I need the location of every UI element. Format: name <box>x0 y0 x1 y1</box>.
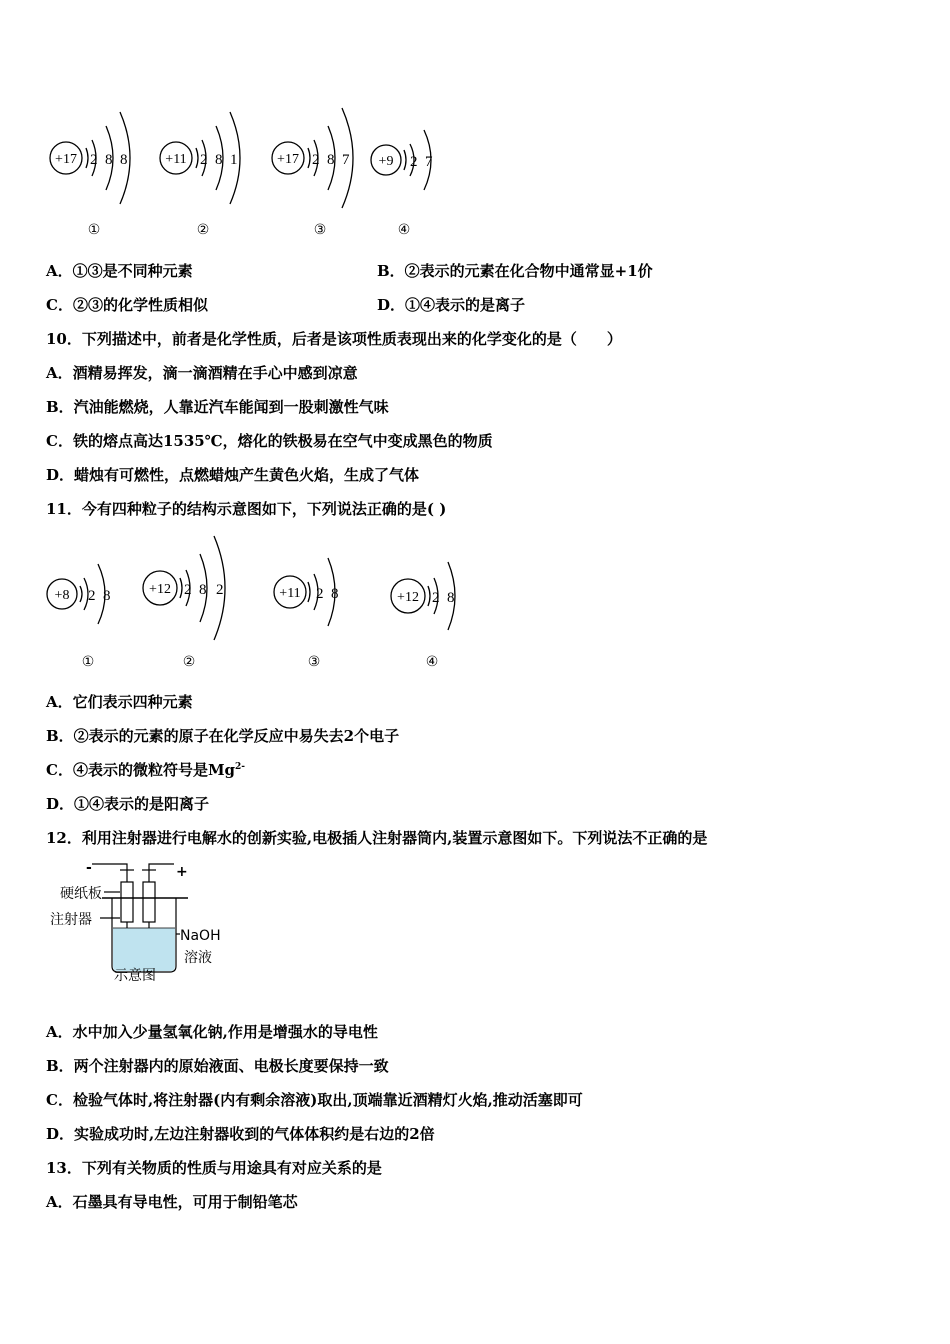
q11-atom-4-shell-1: 2 <box>432 590 440 606</box>
q9-atom-2-label: ② <box>196 222 210 238</box>
negative-terminal-sign: - <box>86 860 92 876</box>
q11-option-c-text: C．④表示的微粒符号是Mg <box>46 761 236 779</box>
q11-atom-2-label: ② <box>182 654 196 670</box>
q9-option-b: B．②表示的元素在化合物中通常显+1价 <box>377 262 653 280</box>
naoh-label: NaOH <box>180 928 221 944</box>
q9-atom-1-shell-2: 8 <box>105 152 113 168</box>
q10-option-d: D．蜡烛有可燃性，点燃蜡烛产生黄色火焰，生成了气体 <box>46 466 420 484</box>
q11-atom-4-label: ④ <box>425 654 439 670</box>
q11-option-c <box>46 760 245 780</box>
q9-atom-1-shell-3: 8 <box>120 152 128 168</box>
q9-atom-3-shell-1: 2 <box>312 152 320 168</box>
q11-atom-2-nucleus: +12 <box>149 582 171 597</box>
q9-atom-3-nucleus: +17 <box>277 152 299 167</box>
q12-option-a: A．水中加入少量氢氧化钠,作用是增强水的导电性 <box>46 1023 378 1041</box>
q11-atom-3-shell-2: 8 <box>331 586 339 602</box>
q11-atom-diagrams <box>40 528 510 678</box>
q12-option-d: D．实验成功时,左边注射器收到的气体体积约是右边的2倍 <box>46 1125 435 1143</box>
q11-atom-3-shell-1: 2 <box>316 586 324 602</box>
q9-atom-4-label: ④ <box>397 222 411 238</box>
q9-atom-1-label: ① <box>87 222 101 238</box>
q11-atom-2-shell-3: 2 <box>216 582 224 598</box>
syringe-label: 注射器 <box>50 912 92 928</box>
q10-option-c: C．铁的熔点高达1535℃，熔化的铁极易在空气中变成黑色的物质 <box>46 432 493 450</box>
cardboard-label: 硬纸板 <box>60 886 102 902</box>
diagram-caption: 示意图 <box>114 968 156 984</box>
q9-atom-2-shell-3: 1 <box>230 152 238 168</box>
q11-atom-3-label: ③ <box>307 654 321 670</box>
q13-option-a: A．石墨具有导电性，可用于制铅笔芯 <box>46 1193 298 1211</box>
q9-option-c: C．②③的化学性质相似 <box>46 296 208 314</box>
q9-atom-2-shell-1: 2 <box>200 152 208 168</box>
q11-atom-1-nucleus: +8 <box>54 588 70 603</box>
q9-atom-diagrams <box>40 100 510 250</box>
q11-atom-1-shell-1: 2 <box>88 588 96 604</box>
q9-atom-2-shell-2: 8 <box>215 152 223 168</box>
q11-atom-4-shell-2: 8 <box>447 590 455 606</box>
solution-label: 溶液 <box>184 950 212 966</box>
q11-atom-1-shell-2: 8 <box>103 588 111 604</box>
q10-option-b: B．汽油能燃烧，人靠近汽车能闻到一股刺激性气味 <box>46 398 389 416</box>
q11-option-d: D．①④表示的是阳离子 <box>46 795 210 813</box>
q10-stem: 10．下列描述中，前者是化学性质，后者是该项性质表现出来的化学变化的是（ ） <box>46 330 622 348</box>
q9-atom-4-nucleus: +9 <box>378 154 394 169</box>
q12-option-c: C．检验气体时,将注射器(内有剩余溶液)取出,顶端靠近酒精灯火焰,推动活塞即可 <box>46 1091 583 1109</box>
q11-option-c-charge: 2- <box>235 762 246 772</box>
q11-atom-2-shell-2: 8 <box>199 582 207 598</box>
q9-atom-4-shell-2: 7 <box>425 154 433 170</box>
q10-option-a: A．酒精易挥发，滴一滴酒精在手心中感到凉意 <box>46 364 358 382</box>
positive-terminal-sign: + <box>176 864 188 880</box>
q9-option-d: D．①④表示的是离子 <box>377 296 526 314</box>
q11-atom-3-nucleus: +11 <box>279 586 301 601</box>
q11-option-b: B．②表示的元素的原子在化学反应中易失去2个电子 <box>46 727 400 745</box>
q9-atom-1-shell-1: 2 <box>90 152 98 168</box>
q9-atom-3-label: ③ <box>313 222 327 238</box>
q11-atom-4-nucleus: +12 <box>397 590 419 605</box>
q9-atom-4-shell-1: 2 <box>410 154 418 170</box>
q9-atom-3-shell-2: 8 <box>327 152 335 168</box>
q12-option-b: B．两个注射器内的原始液面、电极长度要保持一致 <box>46 1057 389 1075</box>
q11-stem: 11．今有四种粒子的结构示意图如下，下列说法正确的是( ) <box>46 500 447 518</box>
q9-atom-2-nucleus: +11 <box>165 152 187 167</box>
q13-stem: 13．下列有关物质的性质与用途具有对应关系的是 <box>46 1159 382 1177</box>
electrolysis-diagram <box>48 862 248 992</box>
q11-atom-1-label: ① <box>81 654 95 670</box>
q11-atom-2-shell-1: 2 <box>184 582 192 598</box>
q9-atom-3-shell-3: 7 <box>342 152 350 168</box>
q11-option-a: A．它们表示四种元素 <box>46 693 193 711</box>
q9-atom-1-nucleus: +17 <box>55 152 77 167</box>
q9-option-a: A．①③是不同种元素 <box>46 262 193 280</box>
q12-stem: 12．利用注射器进行电解水的创新实验,电极插人注射器筒内,装置示意图如下。下列说法不正确的是 <box>46 829 708 847</box>
